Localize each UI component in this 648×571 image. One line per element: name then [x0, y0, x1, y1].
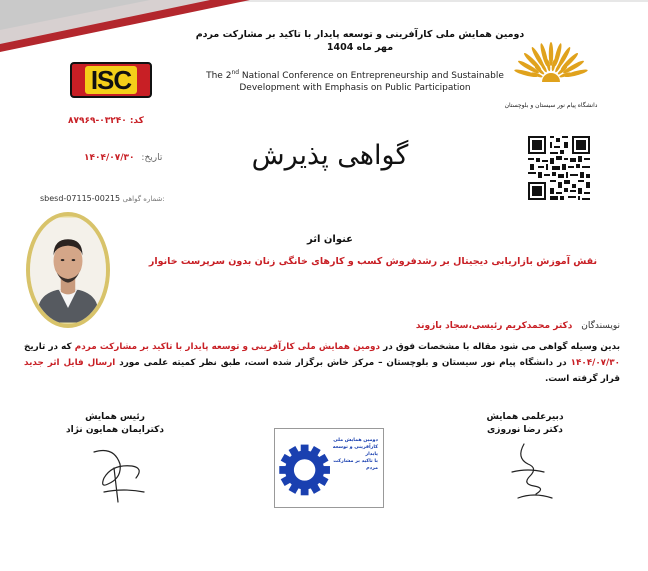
- university-logo-icon: [508, 36, 594, 106]
- isc-code: کد: ۰۳۲۴۰-۸۷۹۶۹: [68, 116, 144, 126]
- en-title-prefix: The 2: [206, 71, 232, 81]
- qr-code-icon: [526, 134, 592, 202]
- conference-logo-line1: دومین همایش ملی: [333, 438, 378, 443]
- corner-decoration-gray-inner: [0, 0, 150, 30]
- body-part3: در دانشگاه پیام نور سیستان و بلوچستان – مرکز خاش برگزار شده است، طبق نظر کمیته علمی مورد: [115, 358, 571, 368]
- en-title-rest: National Conference on Entrepreneurship and Sustainable: [239, 71, 504, 81]
- conference-title-fa-line1: دومین همایش ملی کارآفرینی و توسعه پایدار با تاکید بر مشارکت مردم: [195, 29, 525, 40]
- right-signer-role: دبیرعلمی همایش: [486, 412, 564, 422]
- body-part4: قرار گرفته است.: [544, 374, 620, 384]
- conference-title-fa: [180, 28, 540, 54]
- issue-date: [84, 153, 162, 163]
- en-title-line2: Development with Emphasis on Public Participation: [239, 83, 471, 93]
- authors-line: [380, 321, 620, 331]
- body-conference: دومین همایش ملی کارآفرینی و توسعه پایدار با تاکید بر مشارکت مردم: [74, 342, 381, 352]
- conference-logo-line3: با تاکید بر مشارکت مردم: [333, 459, 378, 471]
- left-signature-icon: [74, 438, 164, 508]
- paper-subject: نقش آموزش بازاریابی دیجیتال بر رشدفروش کسب و کارهای خانگی زنان بدون سرپرست خانوار: [148, 256, 598, 267]
- conference-logo-text: [330, 437, 378, 472]
- left-signer-name: دکترایمان همایون نژاد: [66, 425, 164, 435]
- conference-title-en: [175, 67, 535, 94]
- certificate-id: [40, 194, 165, 203]
- signature-block-left: [40, 411, 190, 437]
- body-part1: بدین وسیله گواهی می شود مقاله با مشخصات فوق در: [380, 342, 620, 352]
- isc-logo-text: ISC: [85, 66, 137, 94]
- certificate-id-value: sbesd-07115-00215: [40, 194, 121, 203]
- body-part2: که در تاریخ: [24, 342, 75, 352]
- issue-date-label: تاریخ:: [141, 153, 163, 163]
- university-caption: دانشگاه پیام نور سیستان و بلوچستان: [504, 102, 598, 109]
- person-portrait-icon: [30, 216, 106, 324]
- authors-label: نویسندگان: [581, 321, 620, 331]
- right-signer-name: دکتر رضا نوروزی: [487, 425, 563, 435]
- en-title-sup: nd: [231, 69, 240, 76]
- certificate-title: گواهی پذیرش: [251, 140, 409, 171]
- authors-names: دکتر محمدکریم رئیسی،سجاد بازوند: [415, 321, 573, 331]
- author-photo: [26, 212, 110, 328]
- body-date: ۱۴۰۴/۰۷/۳۰: [570, 358, 621, 368]
- right-signature-icon: [494, 438, 562, 504]
- left-signer-role: رئیس همایش: [85, 412, 145, 422]
- certificate-id-label: شماره گواهی:: [122, 195, 165, 203]
- subject-label: عنوان اثر: [306, 234, 354, 245]
- signature-block-right: [450, 411, 600, 437]
- isc-logo: [70, 62, 152, 98]
- issue-date-value: ۱۴۰۴/۰۷/۳۰: [84, 153, 135, 163]
- body-status: ارسال فایل اثر جدید: [24, 358, 116, 368]
- conference-title-fa-line2: مهر ماه 1404: [326, 42, 394, 53]
- conference-logo-line2: کارآفرینی و توسعه پایدار: [332, 445, 378, 457]
- certificate-body: [24, 339, 620, 387]
